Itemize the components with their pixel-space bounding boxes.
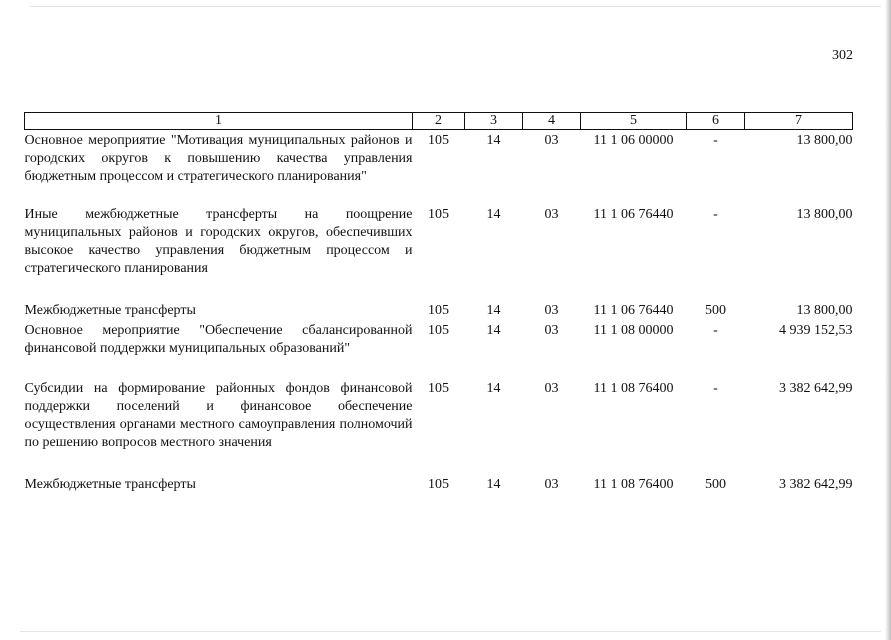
row-code-5: 11 1 06 00000 bbox=[593, 133, 674, 148]
row-description: Межбюджетные трансферты bbox=[24, 302, 196, 318]
row-code-4: 03 bbox=[544, 302, 559, 318]
row-code-3: 14 bbox=[486, 322, 501, 338]
row-code-4: 03 bbox=[544, 206, 559, 222]
row-code-5: 11 1 08 76400 bbox=[593, 476, 674, 492]
scan-bottom-artifact bbox=[20, 631, 881, 632]
row-code-6: - bbox=[713, 133, 718, 148]
row-code-3: 14 bbox=[486, 476, 501, 492]
col-header-5: 5 bbox=[581, 113, 687, 130]
row-amount: 13 800,00 bbox=[796, 206, 853, 222]
row-code-3: 14 bbox=[486, 206, 501, 222]
row-code-5: 11 1 06 76440 bbox=[593, 206, 674, 222]
col-header-2: 2 bbox=[413, 113, 465, 130]
row-code-5: 11 1 08 76400 bbox=[593, 380, 674, 396]
table-row bbox=[25, 300, 853, 320]
row-code-3: 14 bbox=[486, 302, 501, 318]
table-header-row bbox=[25, 113, 853, 130]
scan-top-artifact bbox=[30, 6, 881, 7]
budget-table bbox=[24, 112, 853, 494]
row-amount: 3 382 642,99 bbox=[779, 380, 853, 396]
row-amount: 13 800,00 bbox=[796, 133, 853, 148]
col-header-4: 4 bbox=[523, 113, 581, 130]
table-row bbox=[25, 204, 853, 300]
table-row bbox=[25, 320, 853, 378]
col-header-3: 3 bbox=[465, 113, 523, 130]
row-code-6: - bbox=[713, 322, 718, 338]
row-code-6: 500 bbox=[705, 302, 726, 318]
row-code-6: 500 bbox=[705, 476, 726, 492]
table-row bbox=[25, 474, 853, 494]
row-code-2: 105 bbox=[428, 380, 449, 396]
row-description: Основное мероприятие "Мотивация муниципальных районов и городских округов к повышению качества управления бюджетным процессом и стратегического планирования" bbox=[24, 133, 413, 184]
row-amount: 4 939 152,53 bbox=[779, 322, 853, 338]
row-code-4: 03 bbox=[544, 133, 559, 148]
row-code-5: 11 1 06 76440 bbox=[593, 302, 674, 318]
row-code-6: - bbox=[713, 380, 718, 396]
row-code-3: 14 bbox=[486, 380, 501, 396]
row-code-6: - bbox=[713, 206, 718, 222]
page-number: 302 bbox=[832, 48, 853, 63]
table-row bbox=[25, 378, 853, 474]
row-description: Иные межбюджетные трансферты на поощрение муниципальных районов и городских округов, обеспечивших высокое качество управления бюджетным процессом и стратегического планирования bbox=[24, 206, 413, 276]
col-header-6: 6 bbox=[687, 113, 745, 130]
col-header-7: 7 bbox=[745, 113, 853, 130]
row-description: Субсидии на формирование районных фондов финансовой поддержки поселений и финансовое обеспечение осуществления органами местного самоуправления полномочий по решению вопросов местного значения bbox=[24, 380, 413, 450]
row-amount: 13 800,00 bbox=[796, 302, 853, 318]
row-code-5: 11 1 08 00000 bbox=[593, 322, 674, 338]
row-description: Основное мероприятие "Обеспечение сбалансированной финансовой поддержки муниципальных образований" bbox=[24, 322, 413, 356]
row-description: Межбюджетные трансферты bbox=[24, 476, 196, 492]
row-code-2: 105 bbox=[428, 476, 449, 492]
row-amount: 3 382 642,99 bbox=[779, 476, 853, 492]
row-code-2: 105 bbox=[428, 302, 449, 318]
row-code-4: 03 bbox=[544, 476, 559, 492]
row-code-2: 105 bbox=[428, 206, 449, 222]
row-code-4: 03 bbox=[544, 380, 559, 396]
scan-edge-shadow bbox=[885, 0, 891, 640]
row-code-2: 105 bbox=[428, 322, 449, 338]
table-row bbox=[25, 130, 853, 204]
row-code-3: 14 bbox=[486, 133, 501, 148]
row-code-4: 03 bbox=[544, 322, 559, 338]
col-header-1: 1 bbox=[25, 113, 413, 130]
row-code-2: 105 bbox=[428, 133, 449, 148]
